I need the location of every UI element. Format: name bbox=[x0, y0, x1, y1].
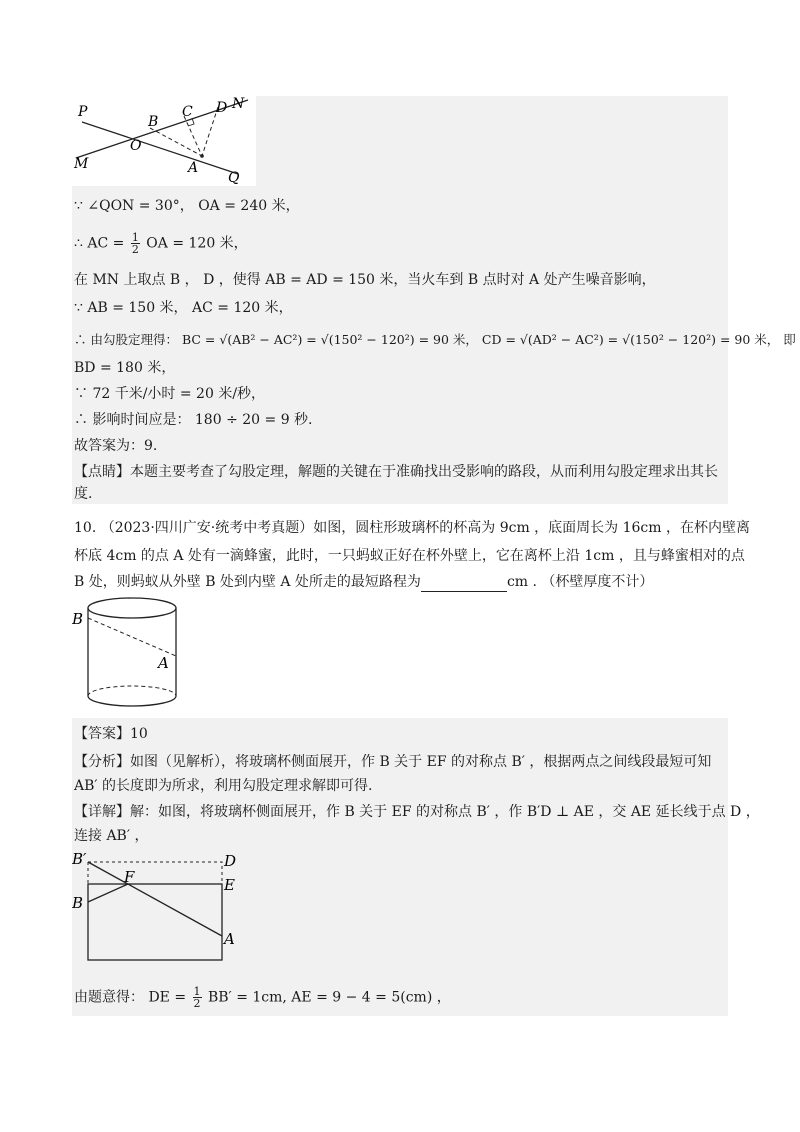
fraction-half-2 bbox=[193, 986, 202, 1009]
label-N: N bbox=[232, 96, 245, 112]
problem-10-line-3-unit: cm . （杯壁厚度不计） bbox=[506, 574, 654, 590]
problem-10-line-1: 10. （2023·四川广安·统考中考真题）如图，圆柱形玻璃杯的杯高为 9cm ，底面周长为 16cm ，在杯内壁离 bbox=[74, 520, 750, 536]
analysis-line-1: 【分析】如图（见解析），将玻璃杯侧面展开，作 B 关于 EF 的对称点 B′ ，根据两点之间线段最短可知 bbox=[74, 754, 712, 770]
label-C: C bbox=[182, 104, 193, 120]
detail-line-3-right: BB′ = 1cm, AE = 9 − 4 = 5(cm) ， bbox=[207, 989, 451, 1006]
label-B: B bbox=[148, 114, 159, 130]
label-unf-Bp: B′ bbox=[72, 850, 87, 868]
solution-line-11: 度. bbox=[74, 486, 93, 502]
label-unf-A: A bbox=[224, 930, 235, 948]
solution-line-2 bbox=[74, 232, 248, 255]
solution-line-2-right: OA = 120 米， bbox=[146, 235, 248, 252]
label-D: D bbox=[216, 100, 228, 116]
fraction-numerator-2: 1 bbox=[193, 985, 201, 998]
label-P: P bbox=[78, 104, 88, 120]
label-Q: Q bbox=[228, 170, 240, 186]
label-O: O bbox=[130, 138, 142, 154]
solution-line-4: ∵ AB = 150 米， AC = 120 米， bbox=[74, 300, 293, 316]
figure-cylinder bbox=[72, 592, 192, 712]
detail-line-1: 【详解】解：如图，将玻璃杯侧面展开，作 B 关于 EF 的对称点 B′ ，作 B′D ⊥ AE ，交 AE 延长线于点 D ， bbox=[74, 804, 760, 820]
solution-line-2-left: ∴ AC = bbox=[74, 235, 125, 252]
label-unf-D: D bbox=[224, 852, 237, 870]
label-unf-E: E bbox=[224, 876, 235, 894]
solution-line-3: 在 MN 上取点 B ， D ，使得 AB = AD = 150 米，当火车到 B 点时对 A 处产生噪音影响， bbox=[74, 272, 656, 288]
problem-10-line-3 bbox=[74, 572, 653, 592]
analysis-line-2: AB′ 的长度即为所求，利用勾股定理求解即可得. bbox=[74, 778, 373, 794]
fraction-denominator-2: 2 bbox=[193, 997, 201, 1010]
detail-line-2: 连接 AB′ ， bbox=[74, 828, 149, 844]
solution-line-9: 故答案为：9. bbox=[74, 438, 158, 454]
fraction-half bbox=[131, 232, 140, 255]
label-unf-B: B bbox=[72, 894, 84, 912]
figure-unfolded-side bbox=[72, 850, 252, 970]
problem-10-line-2: 杯底 4cm 的点 A 处有一滴蜂蜜，此时，一只蚂蚁正好在杯外壁上，它在离杯上沿 1cm ，且与蜂蜜相对的点 bbox=[74, 548, 745, 564]
label-M: M bbox=[74, 156, 89, 172]
label-unf-F: F bbox=[124, 868, 135, 886]
answer-line: 【答案】10 bbox=[74, 726, 148, 742]
solution-line-10: 【点睛】本题主要考查了勾股定理，解题的关键在于准确找出受影响的路段，从而利用勾股定理求出其长 bbox=[74, 464, 718, 480]
solution-line-7: ∵ 72 千米/小时 = 20 米/秒， bbox=[74, 386, 266, 402]
solution-line-5: ∴ 由勾股定理得： BC = √(AB² − AC²) = √(150² − 120²) = 90 米， CD = √(AD² − AC²) = √(150² − 120²) = 90 米， 即 bbox=[74, 332, 796, 347]
fraction-denominator: 2 bbox=[131, 243, 139, 256]
answer-blank bbox=[421, 577, 507, 592]
fraction-numerator: 1 bbox=[131, 231, 139, 244]
solution-line-8: ∴ 影响时间应是： 180 ÷ 20 = 9 秒. bbox=[74, 412, 313, 428]
detail-line-3-left: 由题意得： DE = bbox=[74, 989, 187, 1006]
solution-line-6: BD = 180 米， bbox=[74, 360, 176, 376]
solution-line-1: ∵ ∠QON = 30°， OA = 240 米， bbox=[74, 198, 300, 214]
label-A: A bbox=[188, 160, 199, 176]
label-cyl-A: A bbox=[158, 654, 169, 672]
label-cyl-B: B bbox=[72, 610, 84, 628]
problem-10-line-3-text: B 处，则蚂蚁从外壁 B 处到内壁 A 处所走的最短路程为 bbox=[74, 574, 421, 590]
detail-line-3 bbox=[74, 986, 451, 1009]
figure-rail-diagram bbox=[72, 96, 256, 186]
